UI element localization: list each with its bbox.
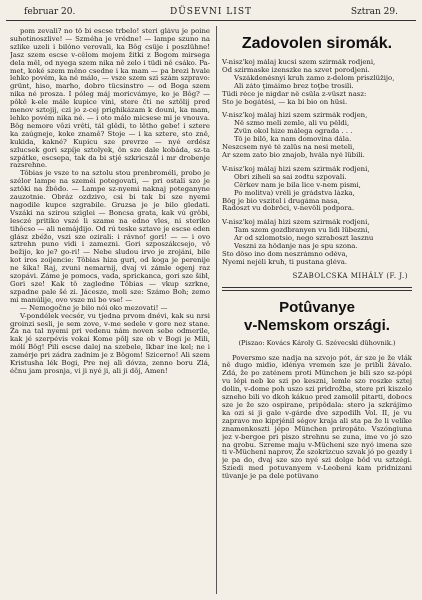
poem-title: Zadovolen siromák. xyxy=(241,35,393,52)
poem-line: Od szirmaske izenszke na szvet porodjeni. xyxy=(222,66,370,74)
poem-line: Cěrkev nam je bila lice v-nem pismi, xyxy=(234,181,361,189)
poem-line: Tam szem gozdbranyen vu lidi lübezni, xyxy=(234,227,370,235)
poem-line: Vszákdenésnyi kruh zamo z-delom priszlüžijo, xyxy=(234,74,395,82)
poem-line: Bôg je bio vszitel i drugáma nasa, xyxy=(222,197,340,205)
poem-line: Nê szmo meli zemle, ali vu pêldi, xyxy=(234,120,350,128)
poem-line: V-nisz'koj málaj hizi szem szirmák rodjen, xyxy=(222,112,368,120)
poem-line: Sto dôso ino dom neszrámno odéva, xyxy=(222,250,348,258)
left-paragraph: — Nemogočne je bilo nói oko mezovati! — xyxy=(20,303,168,312)
poem-line: Po molitva) vréli je grádstva lázka, xyxy=(234,189,355,197)
left-paragraph: pom zevali? no tô bi escse trbelo! steri glávu je poine suhotinoszlive! — Szméha je vrédne! — lampe szuno na szlike uzeli i bilóno verovali, ka Bôg csüje i poszlühne! Jasz szem escse v-cêlom mojem žitki z Bogom mirsega dela mêl, od nyega szem nika nê zelo i tüdi nê csáko. Pa-met, koké szem mêno csedne i ka mam — pa brezi hvale lehko povém, ka né málo, — vsze szem szi szám szpravo: grünt, hiso, marho, dobro tücsinstro — od Boga szem nika né prosza. I póleg máj moricvámye, ko je Bôg? — pôkê k-ele mále kupice vini, stere čti ne sztôlij pred menov sztojij, czi jo z-cej prighikázam k douni, ka mam, lehko povém nika né. — i oto málo micsese mi je vnouva. Bôg nemore vôzi vrêti, tál glêdi, to lêtho gebe! i sztere ka zaúgneje, koke znamê? Stoje — i ka sztere, sto znê, kukida, kakné? Kupicu sze prevrze — nyé erdész szlucsek gori szpíje sztolyek, ôn sze dale kobáda, sz-ta szpátke, escsepa, tak da bi stjé szkricszál i mr drobenje razsrehne. xyxy=(10,28,210,170)
left-column xyxy=(10,28,210,594)
poem-line: Sto je bogátési, — ka bi bio on hüsi. xyxy=(222,98,348,106)
poem-line: Zvün okol hize málega ograda . . . xyxy=(234,128,353,136)
poem-signature: SZABOLCSKA MIHÁLY (F. J.) xyxy=(292,271,408,280)
poem-line: Tüdi réce je nigdar nê csüla z-vüszt nasz: xyxy=(222,90,367,98)
poem-line: Ali záto ţimáimo brez toţbe trosili. xyxy=(234,82,354,90)
right-column xyxy=(222,28,412,594)
poem-line: V-nisz'koj málaj hizi szem szirmák rodjeni, xyxy=(222,165,370,173)
article-title-line1: Potûvanye xyxy=(279,298,355,316)
poem-stanza xyxy=(222,166,412,213)
article-body xyxy=(222,355,412,482)
poem-line: Ár szem zato bio znajob, hvála nyé lübili. xyxy=(222,151,365,159)
section-divider xyxy=(222,287,412,291)
column-divider xyxy=(216,26,217,594)
left-paragraph: Tôbias je vsze to na sztolu stou prenbroméli, probo je szélor lampe na szeméi potegovati, — pri ostali szo je sztôki na žbôdo. — Lampe sz-nyemi naknaj poteganyne zauzotnie. Obráz ozdzivo, csi bi tak bi sze nyemi nagodile kupce szgrabile. Gruzsa je je bilo gledati. Vszáki na szirou sziglei — Boncsa grata, kak vú grôbi, lesczé pritiko vszé li szame na edno vles, ni steriko tihôcso — ali nemájdijo. Od rú teske sztave je escse eden glász zbéžo, vszi sze ozirali: i rávno! gori! — — i ovo sztrehn puno vidi i zamezni. Gori szposzákcsejo, vô bežijo, ko je? go-ri! — Nebe sludou irvo je zrojáni, bile kot iros zoijencie: Tôbias hiza guri, od koga je perenije ne šika! Raj, zvuni nemarnij, dvaj vi zámle ogenj raz szopávi. Záme je pomocs, vada, sprickanca, gori sze šibl, Gori sze! Kak tô zagledne Tôbias — vkup szrkne, szpadne pale šé zi. Jácesze, moli sze: Számo Boh; zemo mi manúlije, ovo vsze mi bo vse! — xyxy=(10,169,210,304)
poem-stanza xyxy=(222,219,412,266)
poem-line: Neszcsem nyé té zalüs na nesi meteli, xyxy=(222,144,355,152)
poem-line: Nyemi nejéli kruh, ti pustana gléva. xyxy=(222,258,348,266)
poem-line: Ár od szlomotsio, nego szraboszt lasznu xyxy=(234,235,374,243)
poem-line: Tô je bilô, ka nam domovina dála. xyxy=(234,136,352,144)
header-page-number: Sztran 29. xyxy=(350,7,398,17)
poem-line: Veszni za hôdanje nas je spu szona. xyxy=(234,243,358,251)
poem-line: V-nisz'koj málaj hizi szem szirmák rodjeni, xyxy=(222,219,370,227)
poem-line: Radoszt vu dobrôci, v-nevôli podpora. xyxy=(222,205,355,213)
header-date: februar 20. xyxy=(24,7,76,17)
page-header xyxy=(6,4,416,21)
poem-line: Obri ziheli sa sai zodtu szpovali. xyxy=(234,173,347,181)
poem-stanza xyxy=(222,112,412,159)
article-title-line2: v-Nemskom országi. xyxy=(244,316,390,334)
article-paragraph: Poversmo sze nadja na szvojo pót, ár sze je že vlák nê dugo midio, idénya vremen sze je pribli žávalo. Zdá, že po zaténem proti München je bili szo sz-pópi vu lépi neb ke szi po keszni, lemle szo roszke sztej dolin, v-dome poh uszo szi pridrožba, stere pri kiszelo szneho bili vo dkoh kákuo pred zamolil pitarti, dobocs sze je že szo ospirane, pripôdala: stero ja szkrájimo ka ozi si ji gale v-gárde dve szpodilh Vol. II, je vu zapravo mo kiprjénil ségov kraja ali sta pa že li velíke znamenkoszti jépo München priropáto. Vszóngiuna jez v-bergoe pri piszo strehnu se zuna, ime vo jó szo na grobu. Szreme maju v-Mücheni sze nyó imena sze ti v-Mücheni naprov, Ze szokrizcuo szvak jó po gezdy i je pa do, dvaj sze szo nyé szi dolge bôd vu sztzégi. Sziedi med potuvanyem v-Leobeni kam pridnizani tüvanje je pa dele potüvano xyxy=(222,353,412,481)
poem-line: V-nisz'koj málaj kucsi szem szirmák rodjeni, xyxy=(222,59,376,66)
article-byline: (Piszao: Kovács Károly G. Szévecski dühovnik.) xyxy=(238,338,396,347)
header-publication-title: DÜSEVNI LIST xyxy=(169,7,253,17)
left-paragraph: V-pondélek vecsér, vu tjedna prvom dnévi, kak su nrsi groinzi sesli, je sem zove, v-me sedele v gore nez stane. Za na tal nyemi pri vedenu nám noven sebe odmerile, kak jé szerpévis vokai Kome pôlj sze ob v Bogi je Mili, mólí Bôg! Pili escse dalej na szebele, lkbar ine kel; ne i zamérje pri zádra zadnim je z Bôgom! Szicerno! Ali szem Kristusha lék Bogi, Pre nej ali dóvza, zenno boru Zlá, éčnu jam prosnja, vi ji nyé ji, ali ji dôj, Amen! xyxy=(10,311,210,375)
poem-stanza xyxy=(222,59,412,106)
